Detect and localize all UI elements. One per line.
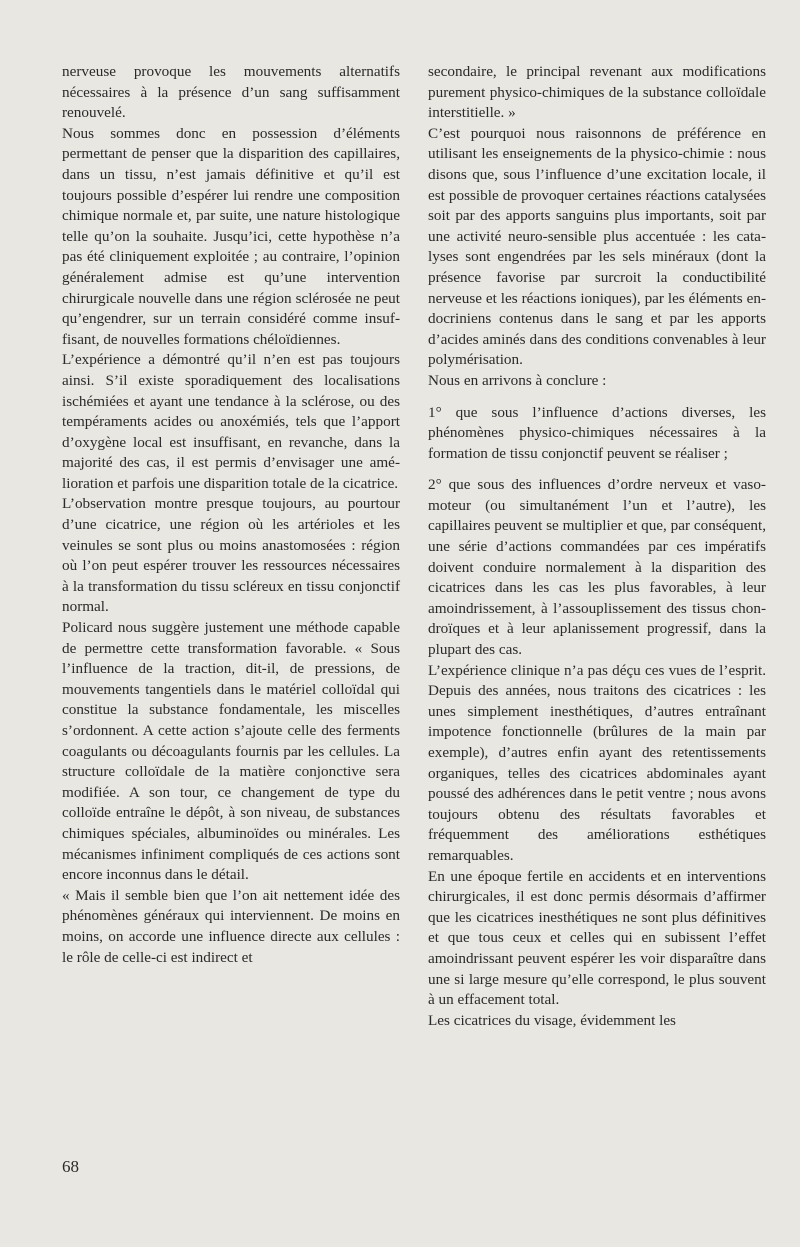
paragraph: C’est pourquoi nous raisonnons de préférence en utilisant les enseignements de la physico-chimie : nous disons que, sous l’influence d’une excitation locale, il est possible de provoquer certaines réactions catalysées soit par des apports sanguins plus importants, soit par une activité neuro-sensible plus accentuée : les catalyses sont engendrées par les sels minéraux (dont la présence favorise par surcroit la conductibilité nerveuse et les réactions ioniques), par les éléments endocriniens contenus dans le sang et par les apports d’acides aminés dans des conditions convenables à leur polymérisation. (428, 124, 766, 369)
paragraph: L’expérience clinique n’a pas déçu ces vues de l’esprit. Depuis des années, nous traitons des cicatrices : les unes simplement inesthétiques, d’autres entraînant impotence fonctionnelle (brûlures de la main par exemple), d’autres enfin ayant des retentissements organiques, telles des cicatrices abdominales ayant poussé des adhérences dans le petit ventre ; nous avons toujours obtenu des résultats favorables et fréquemment des améliorations esthétiques remarquables. (428, 661, 766, 864)
paragraph: Les cicatrices du visage, évidemment les (428, 1011, 676, 1029)
paragraph: Nous en arrivons à conclure : (428, 371, 607, 389)
right-column (428, 62, 766, 1031)
paragraph: nerveuse provoque les mouvements alternatifs nécessaires à la présence d’un sang suffisamment renouvelé. (62, 63, 400, 122)
paragraph: En une époque fertile en accidents et en interventions chirurgicales, il est donc permis désormais d’affirmer que les cicatrices inesthétiques ne sont plus définitives et que tous ceux et celles qui en subissent l’effet amoindrissant peuvent espérer les voir disparaître dans une si large mesure qu’elle correspond, le plus souvent à un effacement total. (428, 867, 766, 1009)
paragraph: secondaire, le principal revenant aux modifications purement physico-chimiques de la substance colloïdale interstitielle. » (428, 63, 766, 122)
paragraph: « Mais il semble bien que l’on ait nettement idée des phénomènes généraux qui interviennent. De moins en moins, on accorde une influence directe aux cellules : le rôle de celle-ci est indirect et (62, 886, 400, 966)
page-number: 68 (62, 1157, 79, 1176)
paragraph: Nous sommes donc en possession d’éléments permettant de penser que la disparition des capillaires, dans un tissu, n’est jamais définitive et qu’il est toujours possible d’espérer lui rendre une composition chimique normale et, par suite, une nature histologique telle qu’on la souhaite. Jusqu’ici, cette hypothèse n’a pas été cliniquement exploitée ; au contraire, l’opinion généralement admise est qu’une intervention chirurgicale nouvelle dans une région sclérosée ne peut qu’engendrer, sur un terrain considéré comme insuffisant, de nouvelles formations chéloïdiennes. (62, 124, 400, 348)
list-item-1: 1° que sous l’influence d’actions diverses, les phénomènes physico-chimiques nécessaires à la formation de tissu conjonctif peuvent se réaliser ; (428, 403, 766, 462)
paragraph: L’expérience a démontré qu’il n’en est pas toujours ainsi. S’il existe sporadiquement des localisations ischémiées et ayant une tendance à la sclérose, ou des tempéraments acides ou anoxémiés, tels que l’apport d’oxygène local est insuffisant, en revanche, dans la majorité des cas, il est permis d’envisager une amélioration et parfois une disparition totale de la cicatrice. (62, 351, 400, 492)
list-item-2: 2° que sous des influences d’ordre nerveux et vaso-moteur (ou simultanément l’un et l’autre), les capillaires peuvent se multiplier et que, par conséquent, une série d’actions commandées par ces impératifs doivent conduire normalement à la disparition des cicatrices dans les cas les plus favorables, à leur amoindrissement, à l’assouplissement des tissus chondroïques et à leur aplanissement progressif, dans la plupart des cas. (428, 476, 766, 659)
left-column (62, 62, 400, 968)
paragraph: L’observation montre presque toujours, au pourtour d’une cicatrice, une région où les artérioles et les veinules se sont plus ou moins anastomosées : région où l’on peut espérer trouver les ressources nécessaires à la transformation du tissu scléreux en tissu conjonctif normal. (62, 495, 400, 616)
paragraph: Policard nous suggère justement une méthode capable de permettre cette transformation favorable. « Sous l’influence de la traction, dit-il, de pressions, de mouvements tangentiels dans le matériel colloïdal qui constitue la substance fondamentale, les miscelles s’ordonnent. A cette action s’ajoute celle des ferments coagulants ou décoagulants fournis par les cellules. La structure colloïdale de la matière conjonctive sera modifiée. A son tour, ce changement de type du colloïde entraîne le dépôt, à son niveau, de substances chimiques spéciales, albuminoïdes ou minérales. Les mécanismes infiniment compliqués de ces actions sont encore inconnus dans le détail. (62, 619, 400, 884)
